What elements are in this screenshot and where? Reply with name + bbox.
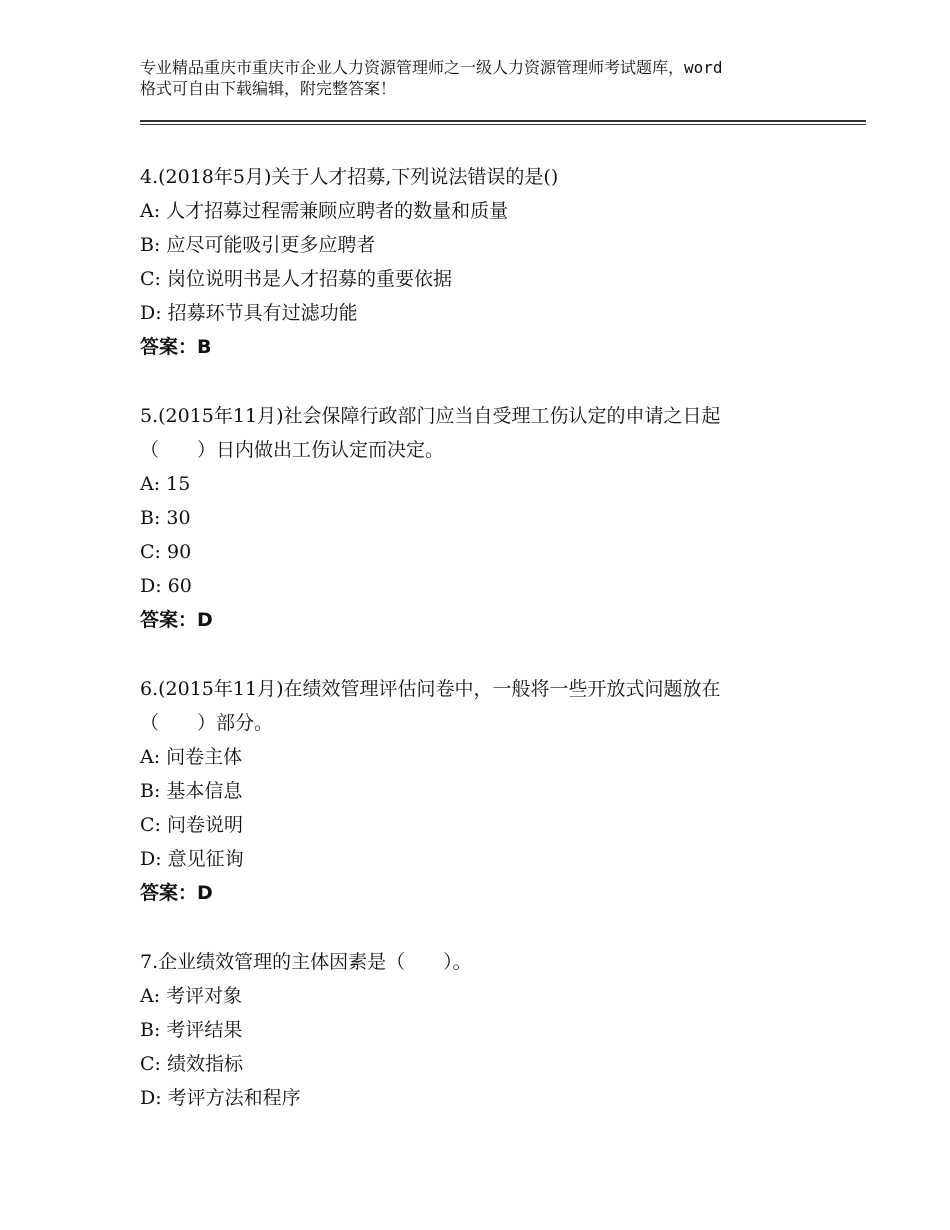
option-d: D: 招募环节具有过滤功能 bbox=[140, 302, 358, 324]
question-6 bbox=[140, 672, 840, 910]
option-c: C: 岗位说明书是人才招募的重要依据 bbox=[140, 268, 452, 290]
option-a: A: 问卷主体 bbox=[140, 746, 243, 768]
option-d: D: 考评方法和程序 bbox=[140, 1087, 301, 1109]
answer: 答案：B bbox=[140, 336, 212, 358]
question-stem-continued: （ ）日内做出工伤认定而决定。 bbox=[140, 439, 445, 461]
option-b: B: 基本信息 bbox=[140, 780, 243, 802]
question-stem-continued: （ ）部分。 bbox=[140, 712, 274, 734]
option-c: C: 绩效指标 bbox=[140, 1053, 243, 1075]
question-stem: 6.(2015年11月)在绩效管理评估问卷中，一般将一些开放式问题放在 bbox=[140, 678, 721, 700]
option-d: D: 意见征询 bbox=[140, 848, 244, 870]
question-stem: 4.(2018年5月)关于人才招募,下列说法错误的是() bbox=[140, 166, 559, 188]
header-divider bbox=[140, 120, 866, 122]
option-b: B: 应尽可能吸引更多应聘者 bbox=[140, 234, 376, 256]
option-c: C: 90 bbox=[140, 541, 192, 563]
document-header bbox=[140, 57, 840, 99]
option-c: C: 问卷说明 bbox=[140, 814, 243, 836]
header-line-2: 格式可自由下载编辑，附完整答案！ bbox=[140, 79, 397, 98]
question-stem: 5.(2015年11月)社会保障行政部门应当自受理工伤认定的申请之日起 bbox=[140, 405, 721, 427]
header-divider-thin bbox=[140, 124, 866, 125]
question-4 bbox=[140, 160, 840, 364]
question-7 bbox=[140, 945, 840, 1115]
answer: 答案：D bbox=[140, 609, 213, 631]
option-b: B: 30 bbox=[140, 507, 191, 529]
option-b: B: 考评结果 bbox=[140, 1019, 243, 1041]
question-stem: 7.企业绩效管理的主体因素是（ ）。 bbox=[140, 951, 472, 973]
option-a: A: 考评对象 bbox=[140, 985, 243, 1007]
option-d: D: 60 bbox=[140, 575, 192, 597]
option-a: A: 15 bbox=[140, 473, 191, 495]
option-a: A: 人才招募过程需兼顾应聘者的数量和质量 bbox=[140, 200, 509, 222]
header-line-1: 专业精品重庆市重庆市企业人力资源管理师之一级人力资源管理师考试题库，word bbox=[140, 58, 723, 77]
answer: 答案：D bbox=[140, 882, 213, 904]
question-5 bbox=[140, 399, 840, 637]
